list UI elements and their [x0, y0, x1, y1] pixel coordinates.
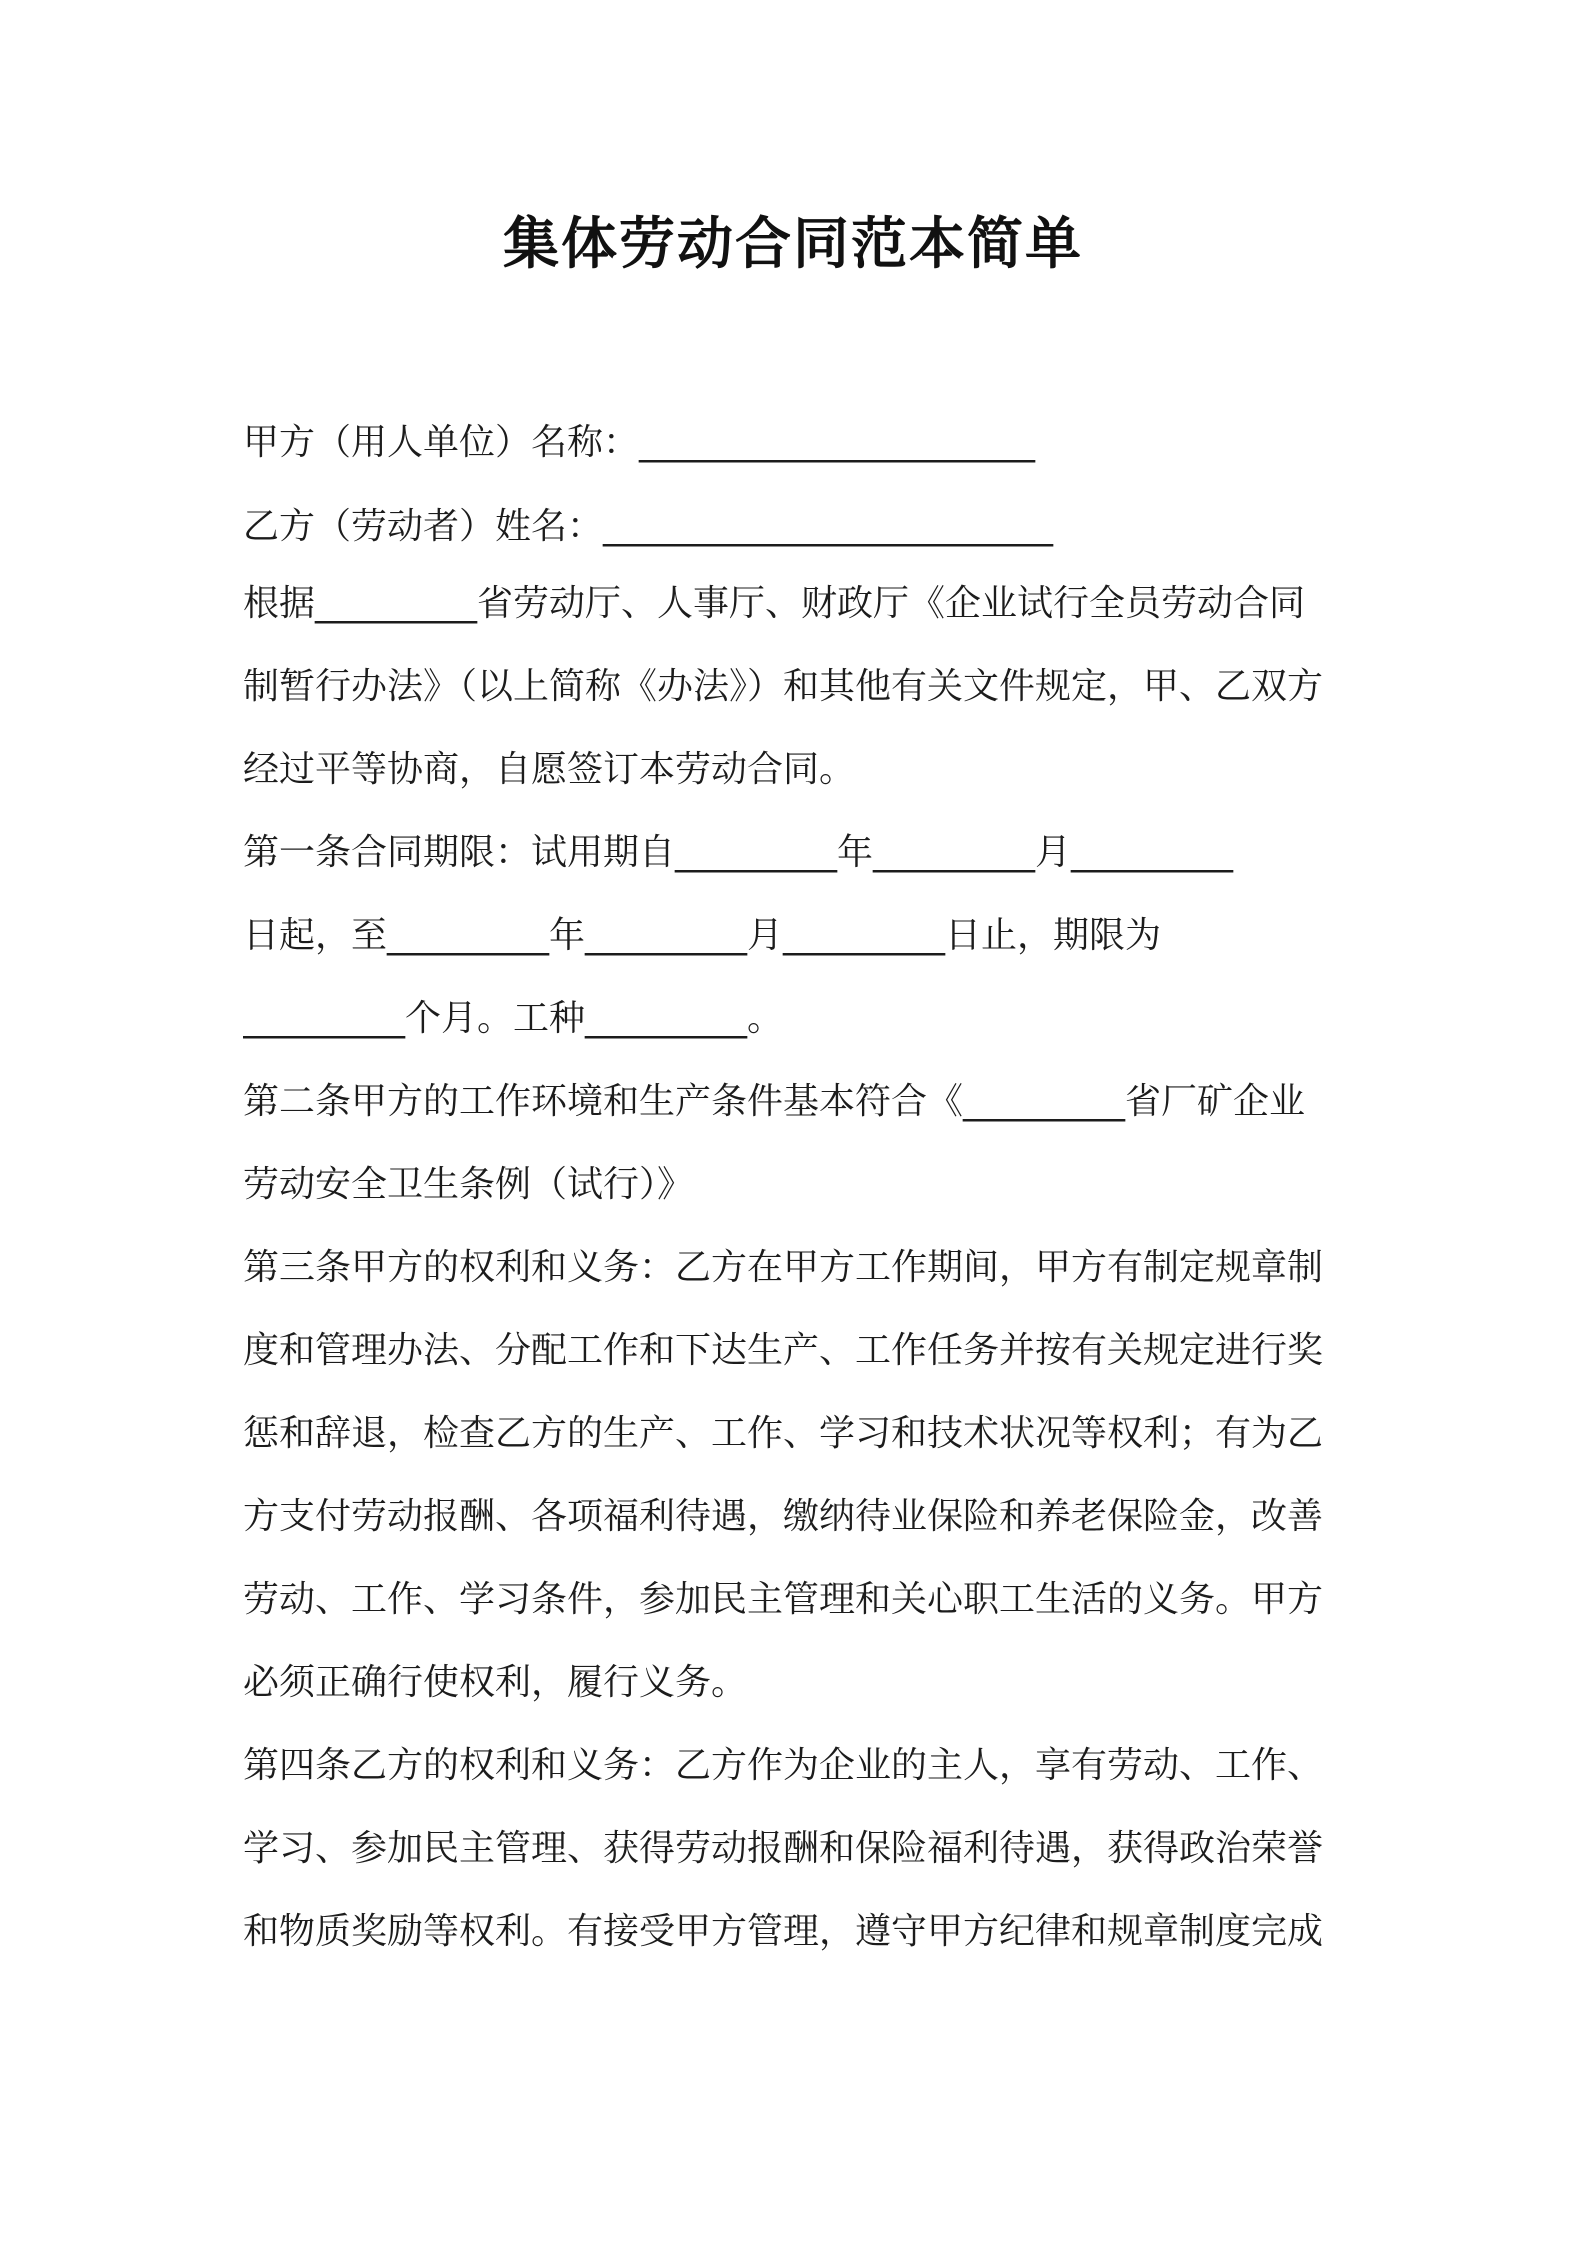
- article-3-line-1: 第三条甲方的权利和义务：乙方在甲方工作期间，甲方有制定规章制: [243, 1247, 1324, 1288]
- article-1-line-2: 日起，至_________年_________月_________日止，期限为: [243, 915, 1162, 956]
- article-1-line-1: 第一条合同期限：试用期自_________年_________月_________: [243, 832, 1234, 873]
- article-3-line-5: 劳动、工作、学习条件，参加民主管理和关心职工生活的义务。甲方: [243, 1579, 1324, 1620]
- article-1-line-3: _________个月。工种_________。: [243, 998, 784, 1039]
- article-2-line-1: 第二条甲方的工作环境和生产条件基本符合《_________省厂矿企业: [243, 1081, 1306, 1122]
- article-3-line-3: 惩和辞退，检查乙方的生产、工作、学习和技术状况等权利；有为乙: [243, 1413, 1324, 1454]
- article-4-line-3: 和物质奖励等权利。有接受甲方管理，遵守甲方纪律和规章制度完成: [243, 1911, 1324, 1952]
- preamble-line-2: 制暂行办法》（以上简称《办法》）和其他有关文件规定，甲、乙双方: [243, 666, 1324, 707]
- preamble-line-3: 经过平等协商，自愿签订本劳动合同。: [243, 749, 856, 790]
- preamble-line-1: 根据_________省劳动厅、人事厅、财政厅《企业试行全员劳动合同: [243, 583, 1306, 624]
- article-4-line-2: 学习、参加民主管理、获得劳动报酬和保险福利待遇，获得政治荣誉: [243, 1828, 1324, 1869]
- article-3-line-4: 方支付劳动报酬、各项福利待遇，缴纳待业保险和养老保险金，改善: [243, 1496, 1324, 1537]
- article-3-line-6: 必须正确行使权利，履行义务。: [243, 1662, 748, 1703]
- document-title: 集体劳动合同范本简单: [503, 212, 1083, 277]
- article-2-line-2: 劳动安全卫生条例（试行）》: [243, 1164, 694, 1205]
- party-a-name-line: 甲方（用人单位）名称：______________________: [243, 422, 1036, 463]
- article-4-line-1: 第四条乙方的权利和义务：乙方作为企业的主人，享有劳动、工作、: [243, 1745, 1324, 1786]
- party-b-name-line: 乙方（劳动者）姓名：_________________________: [243, 506, 1054, 547]
- article-3-line-2: 度和管理办法、分配工作和下达生产、工作任务并按有关规定进行奖: [243, 1330, 1324, 1371]
